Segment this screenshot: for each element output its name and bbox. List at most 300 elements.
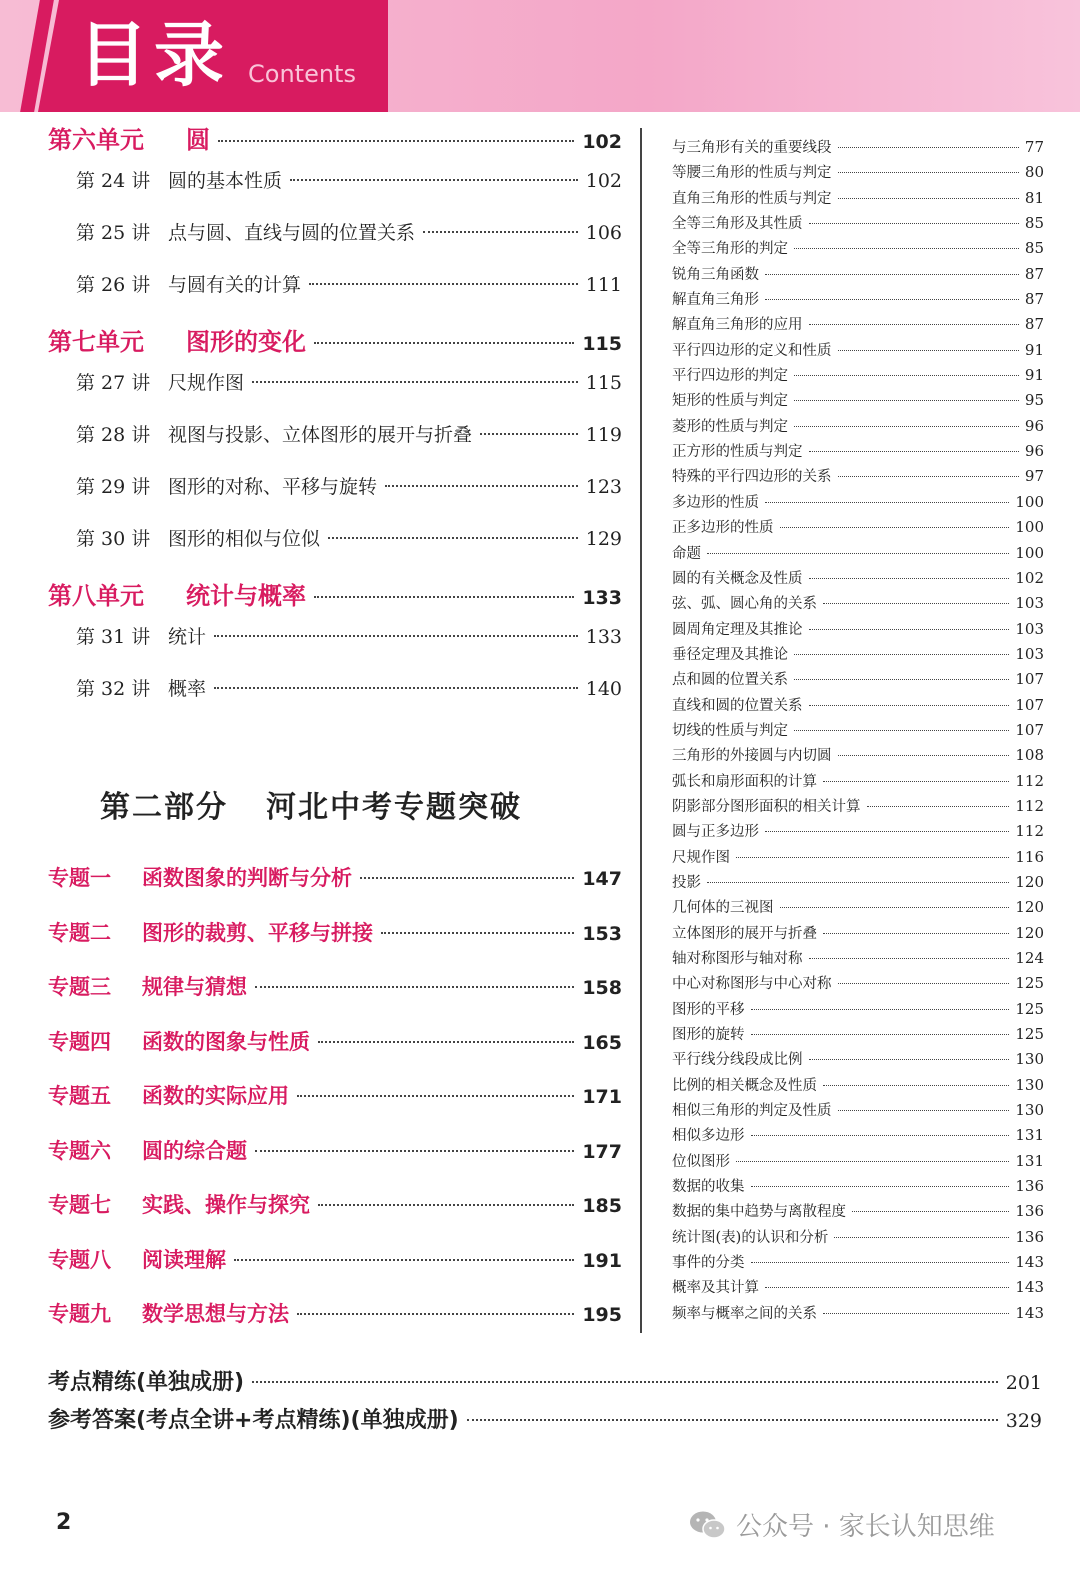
lecture-number: 第 30 讲 bbox=[76, 528, 151, 550]
knowledge-entry[interactable] bbox=[672, 389, 1044, 414]
watermark-text: 公众号 · 家长认知思维 bbox=[736, 1512, 995, 1542]
leader-dots bbox=[765, 502, 1009, 503]
leader-dots bbox=[751, 1009, 1010, 1010]
column-divider bbox=[640, 128, 642, 1333]
lecture-number: 第 28 讲 bbox=[76, 424, 151, 446]
page-ref: 133 bbox=[585, 626, 622, 648]
leader-dots bbox=[467, 1419, 998, 1421]
page-ref: 96 bbox=[1024, 442, 1044, 461]
leader-dots bbox=[736, 1161, 1009, 1162]
entry-title: 正多边形的性质 bbox=[672, 520, 774, 537]
topic-number: 专题二 bbox=[48, 920, 111, 945]
page-ref: 191 bbox=[582, 1249, 622, 1272]
page-ref: 153 bbox=[582, 922, 622, 945]
knowledge-entry[interactable] bbox=[672, 719, 1044, 744]
unit-entry[interactable] bbox=[48, 576, 622, 622]
knowledge-entry[interactable] bbox=[672, 947, 1044, 972]
knowledge-entry[interactable] bbox=[672, 1200, 1044, 1225]
page-ref: 96 bbox=[1024, 416, 1044, 435]
page-title: 目录 bbox=[78, 14, 230, 96]
entry-title: 立体图形的展开与折叠 bbox=[672, 925, 817, 942]
page-ref: 102 bbox=[1015, 568, 1044, 587]
page-ref: 103 bbox=[1015, 594, 1044, 613]
page-ref: 97 bbox=[1024, 467, 1044, 486]
leader-dots bbox=[838, 147, 1019, 148]
knowledge-entry[interactable] bbox=[672, 1074, 1044, 1099]
leader-dots bbox=[318, 1204, 574, 1206]
entry-title: 三角形的外接圆与内切圆 bbox=[672, 748, 832, 765]
page-ref: 133 bbox=[582, 587, 622, 609]
page-ref: 136 bbox=[1015, 1227, 1044, 1246]
appendix-entry[interactable] bbox=[48, 1365, 1042, 1403]
leader-dots bbox=[314, 342, 574, 344]
page-ref: 329 bbox=[1005, 1410, 1042, 1432]
entry-title: 概率及其计算 bbox=[672, 1280, 759, 1297]
knowledge-entry[interactable] bbox=[672, 770, 1044, 795]
topic-entry[interactable] bbox=[48, 1244, 622, 1299]
entry-title: 投影 bbox=[672, 874, 701, 891]
entry-title: 解直角三角形的应用 bbox=[672, 317, 803, 334]
leader-dots bbox=[852, 1211, 1009, 1212]
page-ref: 100 bbox=[1015, 492, 1044, 511]
topic-title: 数学思想与方法 bbox=[142, 1302, 289, 1326]
knowledge-entry[interactable] bbox=[672, 618, 1044, 643]
page-ref: 103 bbox=[1015, 619, 1044, 638]
appendix-title: 参考答案(考点全讲+考点精练)(单独成册) bbox=[48, 1408, 459, 1433]
topic-entry[interactable] bbox=[48, 1080, 622, 1135]
page-ref: 129 bbox=[585, 528, 622, 550]
leader-dots bbox=[707, 882, 1009, 883]
knowledge-entry[interactable] bbox=[672, 212, 1044, 237]
knowledge-entry[interactable] bbox=[672, 1150, 1044, 1175]
knowledge-entry[interactable] bbox=[672, 465, 1044, 490]
page-ref: 103 bbox=[1015, 644, 1044, 663]
lecture-number: 第 31 讲 bbox=[76, 626, 151, 648]
page-ref: 102 bbox=[582, 131, 622, 153]
leader-dots bbox=[255, 1150, 574, 1152]
topic-list bbox=[48, 862, 622, 1353]
leader-dots bbox=[794, 679, 1009, 680]
leader-dots bbox=[751, 1262, 1010, 1263]
entry-title: 相似三角形的判定及性质 bbox=[672, 1103, 832, 1120]
knowledge-entry[interactable] bbox=[672, 339, 1044, 364]
page-ref: 177 bbox=[582, 1140, 622, 1163]
knowledge-entry[interactable] bbox=[672, 288, 1044, 313]
leader-dots bbox=[252, 381, 578, 383]
page-ref: 85 bbox=[1024, 214, 1044, 233]
topic-title: 规律与猜想 bbox=[142, 975, 247, 999]
unit-title: 图形的变化 bbox=[186, 328, 306, 356]
page-ref: 130 bbox=[1015, 1101, 1044, 1120]
leader-dots bbox=[290, 179, 578, 181]
page-ref: 143 bbox=[1015, 1278, 1044, 1297]
knowledge-entry[interactable] bbox=[672, 136, 1044, 161]
knowledge-entry[interactable] bbox=[672, 313, 1044, 338]
topic-number: 专题八 bbox=[48, 1247, 111, 1272]
page-ref: 130 bbox=[1015, 1050, 1044, 1069]
knowledge-entry[interactable] bbox=[672, 364, 1044, 389]
knowledge-entry[interactable] bbox=[672, 643, 1044, 668]
topic-entry[interactable] bbox=[48, 1298, 622, 1353]
knowledge-entry[interactable] bbox=[672, 795, 1044, 820]
leader-dots bbox=[809, 324, 1019, 325]
entry-title: 平行线分线段成比例 bbox=[672, 1052, 803, 1069]
knowledge-entry[interactable] bbox=[672, 567, 1044, 592]
knowledge-entry[interactable] bbox=[672, 1175, 1044, 1200]
leader-dots bbox=[809, 705, 1010, 706]
lecture-number: 第 26 讲 bbox=[76, 274, 151, 296]
page-ref: 123 bbox=[585, 476, 622, 498]
leader-dots bbox=[838, 172, 1019, 173]
part-number: 第二部分 bbox=[100, 790, 228, 825]
leader-dots bbox=[218, 140, 574, 142]
page-number: 2 bbox=[56, 1510, 72, 1535]
page-ref: 111 bbox=[585, 274, 622, 296]
leader-dots bbox=[823, 1085, 1009, 1086]
knowledge-entry[interactable] bbox=[672, 694, 1044, 719]
page-ref: 140 bbox=[585, 678, 622, 700]
lecture-title: 与圆有关的计算 bbox=[168, 274, 302, 296]
leader-dots bbox=[794, 375, 1019, 376]
entry-title: 全等三角形及其性质 bbox=[672, 216, 803, 233]
page-ref: 91 bbox=[1024, 366, 1044, 385]
page-ref: 136 bbox=[1015, 1202, 1044, 1221]
wechat-icon bbox=[688, 1509, 728, 1541]
page-ref: 107 bbox=[1015, 670, 1044, 689]
entry-title: 频率与概率之间的关系 bbox=[672, 1305, 817, 1322]
page-ref: 131 bbox=[1015, 1151, 1044, 1170]
leader-dots bbox=[297, 1313, 574, 1315]
knowledge-entry[interactable] bbox=[672, 1048, 1044, 1073]
header-banner bbox=[0, 0, 1080, 112]
leader-dots bbox=[794, 400, 1019, 401]
entry-title: 阴影部分图形面积的相关计算 bbox=[672, 798, 861, 815]
page-ref: 87 bbox=[1024, 315, 1044, 334]
page-ref: 80 bbox=[1024, 163, 1044, 182]
topic-number: 专题六 bbox=[48, 1138, 111, 1163]
page-ref: 143 bbox=[1015, 1253, 1044, 1272]
leader-dots bbox=[809, 223, 1019, 224]
knowledge-entry[interactable] bbox=[672, 491, 1044, 516]
entry-title: 中心对称图形与中心对称 bbox=[672, 976, 832, 993]
page-ref: 85 bbox=[1024, 239, 1044, 258]
lecture-title: 概率 bbox=[168, 678, 207, 700]
leader-dots bbox=[385, 485, 578, 487]
page-ref: 120 bbox=[1015, 923, 1044, 942]
lecture-entry[interactable] bbox=[48, 472, 622, 524]
leader-dots bbox=[318, 1041, 574, 1043]
page-ref: 116 bbox=[1015, 847, 1044, 866]
leader-dots bbox=[214, 635, 578, 637]
lecture-entry[interactable] bbox=[48, 524, 622, 576]
entry-title: 比例的相关概念及性质 bbox=[672, 1077, 817, 1094]
leader-dots bbox=[309, 283, 578, 285]
entry-title: 正方形的性质与判定 bbox=[672, 444, 803, 461]
page-ref: 120 bbox=[1015, 898, 1044, 917]
knowledge-entry[interactable] bbox=[672, 846, 1044, 871]
knowledge-entry[interactable] bbox=[672, 542, 1044, 567]
knowledge-entry[interactable] bbox=[672, 1226, 1044, 1251]
leader-dots bbox=[838, 983, 1010, 984]
page-ref: 120 bbox=[1015, 872, 1044, 891]
page-ref: 125 bbox=[1015, 974, 1044, 993]
entry-title: 轴对称图形与轴对称 bbox=[672, 951, 803, 967]
leader-dots bbox=[314, 596, 574, 598]
entry-title: 菱形的性质与判定 bbox=[672, 418, 788, 435]
page-ref: 147 bbox=[582, 868, 622, 890]
entry-title: 矩形的性质与判定 bbox=[672, 393, 788, 410]
topic-entry[interactable] bbox=[48, 1189, 622, 1244]
entry-title: 数据的集中趋势与离散程度 bbox=[672, 1204, 846, 1221]
knowledge-entry[interactable] bbox=[672, 1099, 1044, 1124]
page-ref: 201 bbox=[1005, 1372, 1042, 1394]
lecture-entry[interactable] bbox=[48, 166, 622, 218]
topic-title: 图形的裁剪、平移与拼接 bbox=[142, 920, 373, 945]
leader-dots bbox=[765, 274, 1019, 275]
page-ref: 131 bbox=[1015, 1126, 1044, 1145]
leader-dots bbox=[360, 877, 574, 879]
page-ref: 106 bbox=[585, 222, 622, 244]
page-subtitle: Contents bbox=[248, 60, 356, 88]
leader-dots bbox=[252, 1381, 998, 1383]
left-column bbox=[48, 120, 622, 726]
leader-dots bbox=[255, 986, 574, 988]
page-ref: 195 bbox=[582, 1304, 622, 1326]
leader-dots bbox=[809, 578, 1010, 579]
knowledge-entry[interactable] bbox=[672, 1302, 1044, 1327]
knowledge-entry[interactable] bbox=[672, 187, 1044, 212]
page-ref: 136 bbox=[1015, 1177, 1044, 1196]
entry-title: 命题 bbox=[672, 545, 701, 562]
entry-title: 垂径定理及其推论 bbox=[672, 646, 788, 663]
topic-entry[interactable] bbox=[48, 971, 622, 1026]
knowledge-entry[interactable] bbox=[672, 592, 1044, 617]
topic-number: 专题四 bbox=[48, 1029, 111, 1054]
unit-entry[interactable] bbox=[48, 322, 622, 368]
topic-title: 函数的实际应用 bbox=[142, 1084, 289, 1108]
leader-dots bbox=[794, 654, 1009, 655]
entry-title: 图形的旋转 bbox=[672, 1027, 745, 1044]
entry-title: 锐角三角函数 bbox=[672, 266, 759, 283]
knowledge-entry[interactable] bbox=[672, 237, 1044, 262]
entry-title: 平行四边形的判定 bbox=[672, 368, 788, 385]
leader-dots bbox=[838, 755, 1010, 756]
leader-dots bbox=[381, 932, 574, 934]
topic-number: 专题五 bbox=[48, 1084, 111, 1108]
entry-title: 统计图(表)的认识和分析 bbox=[672, 1229, 829, 1246]
page-ref: 115 bbox=[582, 333, 622, 355]
page-ref: 165 bbox=[582, 1031, 622, 1054]
leader-dots bbox=[809, 1059, 1010, 1060]
topic-entry[interactable] bbox=[48, 1135, 622, 1190]
right-column bbox=[672, 136, 1044, 1327]
leader-dots bbox=[328, 537, 578, 539]
knowledge-entry[interactable] bbox=[672, 668, 1044, 693]
lecture-number: 第 32 讲 bbox=[76, 678, 151, 700]
leader-dots bbox=[297, 1095, 574, 1097]
lecture-entry[interactable] bbox=[48, 622, 622, 674]
leader-dots bbox=[736, 857, 1009, 858]
page-ref: 143 bbox=[1015, 1303, 1044, 1322]
lecture-number: 第 29 讲 bbox=[76, 476, 151, 498]
page-ref: 115 bbox=[585, 372, 622, 394]
topic-number: 专题一 bbox=[48, 866, 111, 890]
entry-title: 等腰三角形的性质与判定 bbox=[672, 165, 832, 182]
leader-dots bbox=[823, 1313, 1009, 1314]
topic-title: 圆的综合题 bbox=[142, 1138, 247, 1163]
lecture-title: 点与圆、直线与圆的位置关系 bbox=[168, 222, 416, 244]
entry-title: 位似图形 bbox=[672, 1153, 730, 1170]
page-ref: 100 bbox=[1015, 543, 1044, 562]
topic-entry[interactable] bbox=[48, 917, 622, 972]
topic-number: 专题九 bbox=[48, 1302, 111, 1326]
leader-dots bbox=[834, 1237, 1009, 1238]
leader-dots bbox=[838, 476, 1019, 477]
page-ref: 95 bbox=[1024, 391, 1044, 410]
page-ref: 87 bbox=[1024, 290, 1044, 309]
knowledge-entry[interactable] bbox=[672, 896, 1044, 921]
page-ref: 108 bbox=[1015, 746, 1044, 765]
knowledge-entry[interactable] bbox=[672, 1023, 1044, 1048]
leader-dots bbox=[765, 1287, 1009, 1288]
entry-title: 直角三角形的性质与判定 bbox=[672, 190, 832, 207]
knowledge-entry[interactable] bbox=[672, 1124, 1044, 1149]
entry-title: 图形的平移 bbox=[672, 1001, 745, 1018]
lecture-title: 图形的对称、平移与旋转 bbox=[168, 476, 378, 498]
lecture-entry[interactable] bbox=[48, 368, 622, 420]
entry-title: 与三角形有关的重要线段 bbox=[672, 140, 832, 156]
entry-title: 圆与正多边形 bbox=[672, 824, 759, 841]
knowledge-entry[interactable] bbox=[672, 1276, 1044, 1301]
leader-dots bbox=[838, 198, 1019, 199]
lecture-entry[interactable] bbox=[48, 270, 622, 322]
leader-dots bbox=[780, 907, 1010, 908]
entry-title: 点和圆的位置关系 bbox=[672, 672, 788, 689]
leader-dots bbox=[765, 299, 1019, 300]
leader-dots bbox=[765, 831, 1009, 832]
knowledge-entry[interactable] bbox=[672, 440, 1044, 465]
knowledge-entry[interactable] bbox=[672, 871, 1044, 896]
appendix-list bbox=[48, 1365, 1042, 1441]
part-heading bbox=[100, 782, 522, 826]
entry-title: 弧长和扇形面积的计算 bbox=[672, 773, 817, 790]
lecture-title: 视图与投影、立体图形的展开与折叠 bbox=[168, 424, 473, 446]
knowledge-entry[interactable] bbox=[672, 516, 1044, 541]
part-title: 河北中考专题突破 bbox=[266, 790, 522, 825]
page-ref: 124 bbox=[1015, 949, 1044, 967]
entry-title: 几何体的三视图 bbox=[672, 900, 774, 917]
leader-dots bbox=[751, 1135, 1010, 1136]
page-ref: 130 bbox=[1015, 1075, 1044, 1094]
topic-entry[interactable] bbox=[48, 862, 622, 917]
entry-title: 尺规作图 bbox=[672, 849, 730, 866]
entry-title: 相似多边形 bbox=[672, 1128, 745, 1145]
entry-title: 圆周角定理及其推论 bbox=[672, 621, 803, 638]
page-ref: 185 bbox=[582, 1195, 622, 1217]
lecture-entry[interactable] bbox=[48, 674, 622, 726]
entry-title: 切线的性质与判定 bbox=[672, 722, 788, 739]
page-ref: 125 bbox=[1015, 1025, 1044, 1044]
leader-dots bbox=[809, 451, 1019, 452]
topic-title: 实践、操作与探究 bbox=[142, 1193, 310, 1217]
leader-dots bbox=[751, 1034, 1010, 1035]
knowledge-entry[interactable] bbox=[672, 415, 1044, 440]
knowledge-entry[interactable] bbox=[672, 1251, 1044, 1276]
topic-title: 函数图象的判断与分析 bbox=[142, 866, 352, 890]
lecture-title: 图形的相似与位似 bbox=[168, 528, 321, 550]
lecture-entry[interactable] bbox=[48, 420, 622, 472]
leader-dots bbox=[794, 426, 1019, 427]
leader-dots bbox=[838, 1110, 1010, 1111]
page-ref: 119 bbox=[585, 424, 622, 446]
unit-number: 第六单元 bbox=[48, 126, 144, 154]
page-ref: 91 bbox=[1024, 340, 1044, 359]
leader-dots bbox=[780, 527, 1010, 528]
topic-number: 专题七 bbox=[48, 1193, 111, 1217]
leader-dots bbox=[823, 781, 1009, 782]
knowledge-entry[interactable] bbox=[672, 998, 1044, 1023]
leader-dots bbox=[809, 958, 1010, 959]
entry-title: 平行四边形的定义和性质 bbox=[672, 342, 832, 359]
entry-title: 直线和圆的位置关系 bbox=[672, 697, 803, 714]
page-ref: 112 bbox=[1015, 796, 1044, 815]
lecture-number: 第 24 讲 bbox=[76, 170, 151, 192]
page-ref: 81 bbox=[1024, 188, 1044, 207]
topic-entry[interactable] bbox=[48, 1026, 622, 1081]
leader-dots bbox=[809, 629, 1010, 630]
lecture-number: 第 27 讲 bbox=[76, 372, 151, 394]
entry-title: 事件的分类 bbox=[672, 1255, 745, 1272]
entry-title: 全等三角形的判定 bbox=[672, 241, 788, 258]
leader-dots bbox=[751, 1186, 1010, 1187]
leader-dots bbox=[234, 1259, 574, 1261]
page-ref: 125 bbox=[1015, 999, 1044, 1018]
unit-entry[interactable] bbox=[48, 120, 622, 166]
lecture-entry[interactable] bbox=[48, 218, 622, 270]
page-ref: 77 bbox=[1024, 138, 1044, 156]
page-ref: 112 bbox=[1015, 822, 1044, 841]
entry-title: 弦、弧、圆心角的关系 bbox=[672, 596, 817, 613]
page-ref: 107 bbox=[1015, 720, 1044, 739]
knowledge-entry[interactable] bbox=[672, 161, 1044, 186]
topic-number: 专题三 bbox=[48, 975, 111, 999]
knowledge-entry[interactable] bbox=[672, 972, 1044, 997]
unit-title: 圆 bbox=[186, 126, 210, 154]
leader-dots bbox=[214, 687, 578, 689]
knowledge-entry[interactable] bbox=[672, 263, 1044, 288]
topic-title: 阅读理解 bbox=[142, 1247, 226, 1272]
appendix-entry[interactable] bbox=[48, 1403, 1042, 1441]
appendix-title: 考点精练(单独成册) bbox=[48, 1370, 245, 1395]
leader-dots bbox=[480, 433, 578, 435]
knowledge-entry[interactable] bbox=[672, 744, 1044, 769]
leader-dots bbox=[823, 933, 1009, 934]
leader-dots bbox=[707, 553, 1009, 554]
leader-dots bbox=[794, 730, 1009, 731]
leader-dots bbox=[867, 806, 1010, 807]
entry-title: 圆的有关概念及性质 bbox=[672, 570, 803, 587]
entry-title: 解直角三角形 bbox=[672, 292, 759, 309]
lecture-title: 圆的基本性质 bbox=[168, 170, 283, 192]
unit-number: 第七单元 bbox=[48, 328, 144, 356]
unit-number: 第八单元 bbox=[48, 582, 144, 610]
knowledge-entry[interactable] bbox=[672, 820, 1044, 845]
page-ref: 102 bbox=[585, 170, 622, 192]
topic-title: 函数的图象与性质 bbox=[142, 1029, 310, 1054]
leader-dots bbox=[794, 248, 1019, 249]
entry-title: 特殊的平行四边形的关系 bbox=[672, 469, 832, 486]
knowledge-entry[interactable] bbox=[672, 922, 1044, 947]
